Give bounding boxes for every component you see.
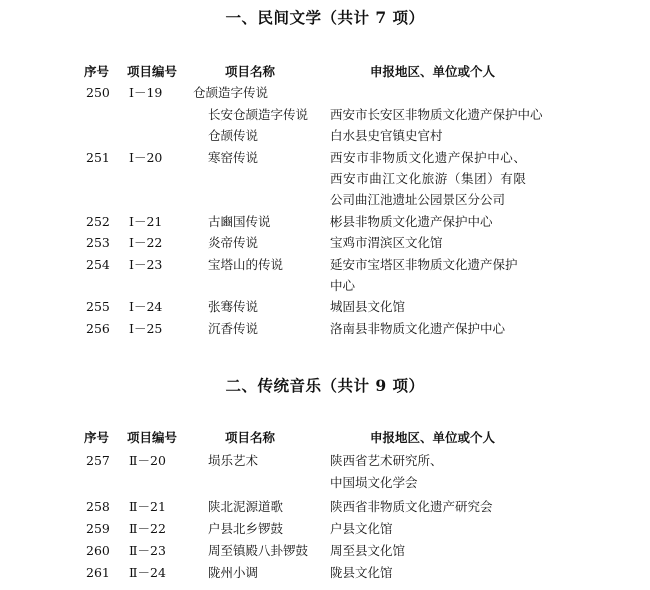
table-row — [0, 104, 650, 124]
row-name: 宝塔山的传说 — [208, 257, 284, 272]
table-row — [0, 540, 650, 560]
row-code: Ⅰ－21 — [129, 214, 163, 229]
row-code: Ⅰ－22 — [129, 235, 163, 250]
row-no: 255 — [86, 299, 110, 314]
row-code: Ⅰ－23 — [129, 257, 163, 272]
row-org: 彬县非物质文化遗产保护中心 — [330, 214, 493, 229]
header-no: 序号 — [84, 64, 110, 79]
row-name: 张骞传说 — [208, 299, 259, 314]
row-name: 仓颉传说 — [208, 128, 259, 143]
row-name: 埙乐艺术 — [208, 453, 259, 468]
table-header — [0, 62, 650, 82]
row-org: 西安市长安区非物质文化遗产保护中心 — [330, 107, 543, 122]
row-org: 城固县文化馆 — [330, 299, 406, 314]
header-no: 序号 — [84, 430, 110, 445]
row-code: Ⅱ－23 — [129, 543, 166, 558]
row-name: 古豳国传说 — [208, 214, 271, 229]
row-org: 户县文化馆 — [330, 521, 393, 536]
row-org: 洛南县非物质文化遗产保护中心 — [330, 321, 506, 336]
row-no: 258 — [86, 499, 110, 514]
row-name: 户县北乡锣鼓 — [208, 521, 284, 536]
row-org: 陕西省非物质文化遗产研究会 — [330, 499, 493, 514]
row-name: 陇州小调 — [208, 565, 259, 580]
row-org: 陕西省艺术研究所、 — [330, 453, 443, 468]
table-row — [0, 168, 650, 188]
table-row — [0, 518, 650, 538]
header-name: 项目名称 — [225, 430, 276, 445]
section-title-traditional-music: 二、传统音乐（共计 9 项） — [225, 376, 425, 395]
table-row — [0, 450, 650, 470]
row-org: 周至县文化馆 — [330, 543, 406, 558]
table-row — [0, 275, 650, 295]
row-no: 257 — [86, 453, 110, 468]
header-code: 项目编号 — [127, 430, 178, 445]
row-org: 西安市曲江文化旅游（集团）有限 — [330, 171, 527, 186]
row-org: 中心 — [330, 278, 356, 293]
row-org: 宝鸡市渭滨区文化馆 — [330, 235, 443, 250]
table-row — [0, 562, 650, 582]
table-row — [0, 254, 650, 274]
row-no: 256 — [86, 321, 110, 336]
row-org: 公司曲江池遗址公园景区分公司 — [330, 192, 506, 207]
header-code: 项目编号 — [127, 64, 178, 79]
row-name: 仓颉造字传说 — [193, 85, 269, 100]
table-header — [0, 428, 650, 448]
row-code: Ⅰ－19 — [129, 85, 163, 100]
row-name: 沉香传说 — [208, 321, 259, 336]
row-no: 250 — [86, 85, 110, 100]
row-name: 寒窑传说 — [208, 150, 259, 165]
row-org: 陇县文化馆 — [330, 565, 393, 580]
row-no: 252 — [86, 214, 110, 229]
row-code: Ⅱ－20 — [129, 453, 166, 468]
row-code: Ⅰ－20 — [129, 150, 163, 165]
row-no: 253 — [86, 235, 110, 250]
table-row — [0, 147, 650, 167]
row-org: 西安市非物质文化遗产保护中心、 — [330, 150, 527, 165]
row-org: 白水县史官镇史官村 — [330, 128, 443, 143]
row-code: Ⅱ－21 — [129, 499, 166, 514]
row-no: 259 — [86, 521, 110, 536]
table-row — [0, 189, 650, 209]
table-row — [0, 296, 650, 316]
row-no: 260 — [86, 543, 110, 558]
table-row — [0, 496, 650, 516]
row-code: Ⅰ－24 — [129, 299, 163, 314]
row-no: 261 — [86, 565, 110, 580]
row-name: 炎帝传说 — [208, 235, 259, 250]
row-org: 中国埙文化学会 — [330, 475, 418, 490]
header-org: 申报地区、单位或个人 — [370, 64, 496, 79]
row-name: 长安仓颉造字传说 — [208, 107, 309, 122]
table-row — [0, 232, 650, 252]
row-org: 延安市宝塔区非物质文化遗产保护 — [330, 257, 518, 272]
header-name: 项目名称 — [225, 64, 276, 79]
row-no: 254 — [86, 257, 110, 272]
row-code: Ⅱ－22 — [129, 521, 166, 536]
table-row — [0, 318, 650, 338]
table-row — [0, 82, 650, 102]
row-code: Ⅱ－24 — [129, 565, 166, 580]
table-row — [0, 125, 650, 145]
section-title-folk-literature: 一、民间文学（共计 7 项） — [225, 8, 425, 27]
header-org: 申报地区、单位或个人 — [370, 430, 496, 445]
table-row — [0, 211, 650, 231]
row-no: 251 — [86, 150, 110, 165]
row-name: 陕北泥源道歌 — [208, 499, 284, 514]
row-code: Ⅰ－25 — [129, 321, 163, 336]
row-name: 周至镇殿八卦锣鼓 — [208, 543, 309, 558]
table-row — [0, 472, 650, 492]
